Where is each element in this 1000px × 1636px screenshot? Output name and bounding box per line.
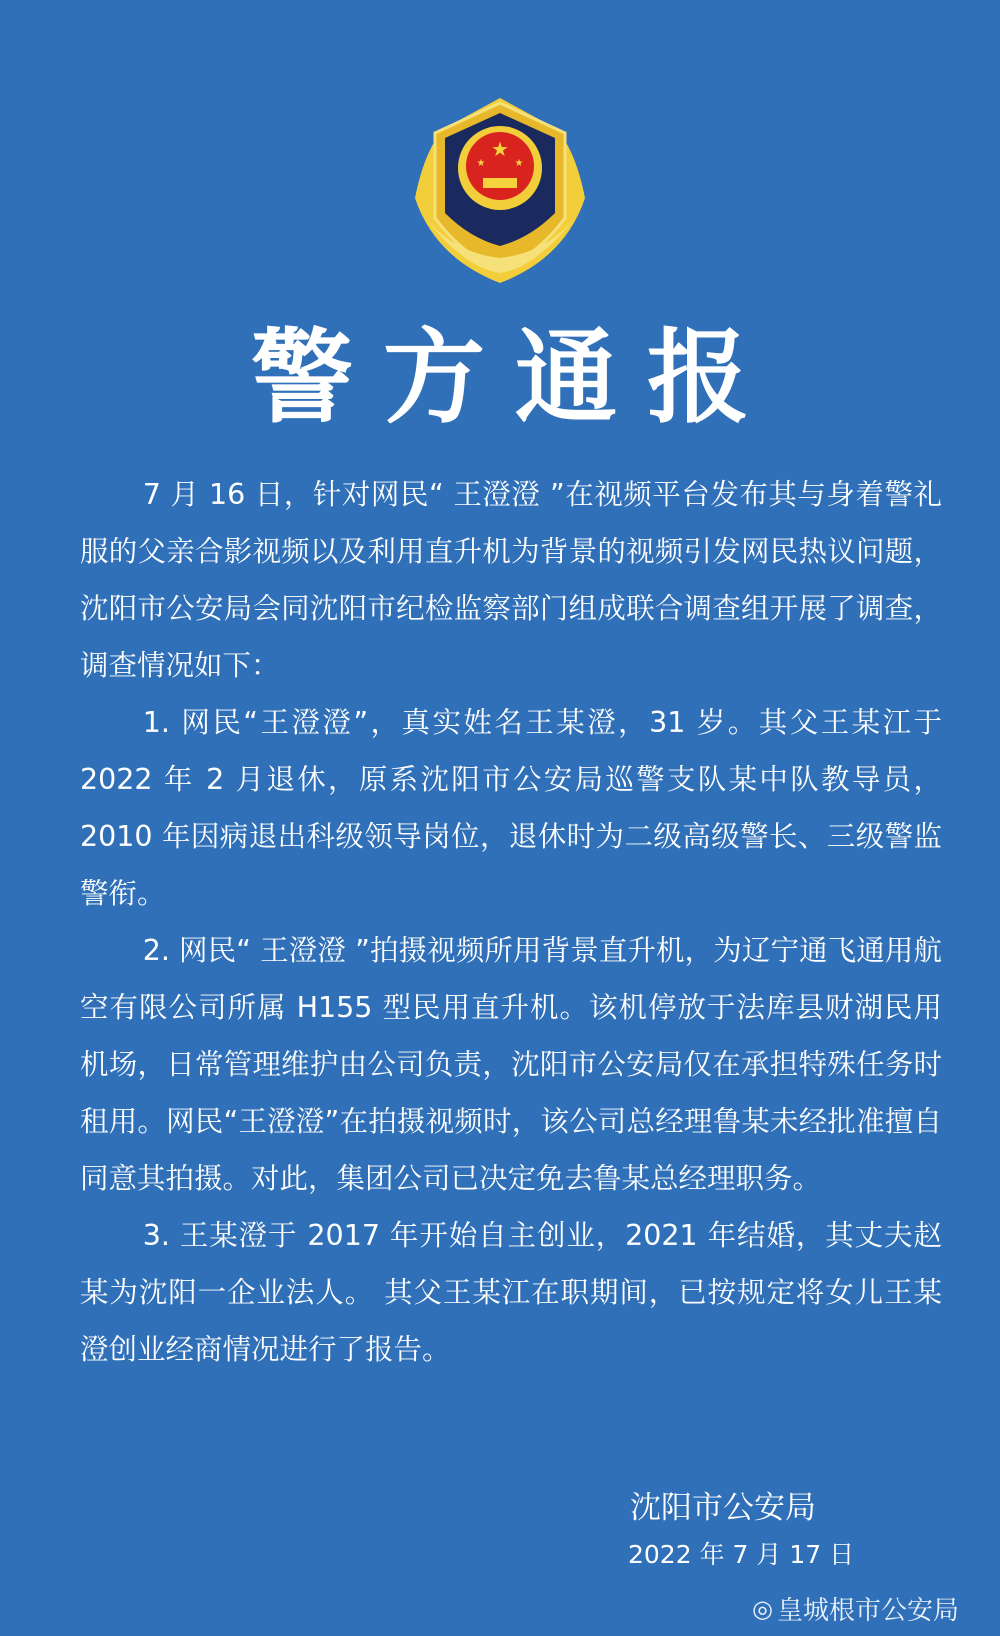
weibo-watermark xyxy=(752,1590,959,1627)
weibo-icon: ◎ xyxy=(752,1594,773,1623)
svg-text:★: ★ xyxy=(514,158,524,169)
issue-date: 2022 年 7 月 17 日 xyxy=(628,1540,855,1569)
finding-paragraph-2: 2. 网民“ 王澄澄 ”拍摄视频所用背景直升机，为辽宁通飞通用航空有限公司所属 H155 型民用直升机。该机停放于法库县财湖民用机场，日常管理维护由公司负责，沈阳市公安局仅在承担特殊任务时租用。网民“王澄澄”在拍摄视频时，该公司总经理鲁某未经批准擅自同意其拍摄。对此，集团公司已决定免去鲁某总经理职务。 xyxy=(80,934,942,1195)
finding-paragraph-3: 3. 王某澄于 2017 年开始自主创业，2021 年结婚，其丈夫赵某为沈阳一企业法人。 其父王某江在职期间，已按规定将女儿王某澄创业经商情况进行了报告。 xyxy=(80,1219,942,1366)
intro-paragraph: 7 月 16 日，针对网民“ 王澄澄 ”在视频平台发布其与身着警礼服的父亲合影视频以及利用直升机为背景的视频引发网民热议问题，沈阳市公安局会同沈阳市纪检监察部门组成联合调查组开展了调查，调查情况如下： xyxy=(80,478,942,682)
police-emblem-icon xyxy=(405,88,595,283)
issuer-signature: 沈阳市公安局 xyxy=(630,1490,816,1526)
svg-text:★: ★ xyxy=(476,158,486,169)
svg-text:★: ★ xyxy=(491,137,509,161)
page-title: 警方通报 xyxy=(251,318,779,438)
watermark-text: 皇城根市公安局 xyxy=(776,1596,959,1626)
finding-paragraph-1: 1. 网民“王澄澄”，真实姓名王某澄，31 岁。其父王某江于 2022 年 2 月退休，原系沈阳市公安局巡警支队某中队教导员，2010 年因病退出科级领导岗位，退休时为二级高级警长、三级警监警衔。 xyxy=(80,706,942,910)
notice-body xyxy=(80,466,942,1378)
